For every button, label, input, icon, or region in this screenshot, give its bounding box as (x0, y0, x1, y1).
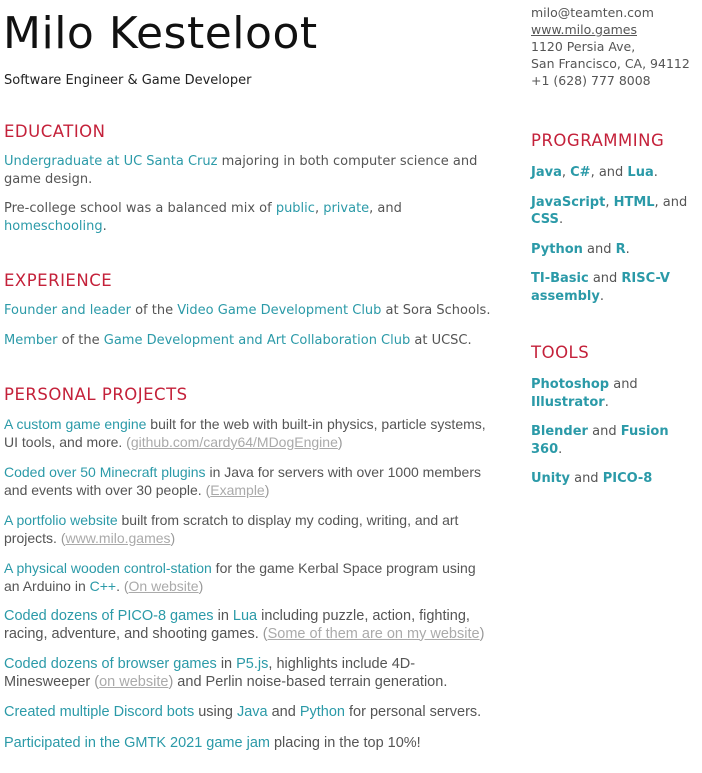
tool-illustrator: Illustrator (531, 394, 605, 410)
tool-pico8: PICO-8 (602, 471, 653, 486)
skill-row: JavaScript, HTML, and CSS. (531, 194, 688, 227)
skill-csharp: C# (570, 165, 591, 180)
gdac-link[interactable]: Game Development and Art Collaboration Club (103, 332, 411, 348)
java-link[interactable]: Java (236, 704, 268, 720)
person-name: Milo Kesteloot (3, 8, 318, 59)
project-item: Created multiple Discord bots using Java and Python for personal servers. (4, 704, 482, 720)
project-item: A physical wooden control-station for the game Kerbal Space program using an Arduino in C++. (On website) (4, 560, 476, 594)
programming-heading: PROGRAMMING (531, 131, 665, 150)
projects-section (4, 385, 494, 752)
experience-heading: EXPERIENCE (4, 271, 113, 290)
contact-address-line2: San Francisco, CA, 94112 (531, 56, 690, 71)
browser-games-link[interactable]: Coded dozens of browser games (4, 656, 217, 672)
skill-python: Python (531, 241, 583, 257)
project-item: A portfolio website built from scratch to display my coding, writing, and art projects. (www.milo.games) (4, 512, 459, 546)
project-item: Coded over 50 Minecraft plugins in Java for servers with over 1000 members and events with over 30 people. (Example) (4, 464, 482, 498)
left-column (4, 122, 494, 765)
milo-games-link[interactable]: www.milo.games (65, 529, 171, 546)
tool-row: Blender and Fusion 360. (531, 424, 669, 457)
on-website-link[interactable]: On website (128, 577, 199, 594)
right-column (531, 131, 701, 500)
p5js-link[interactable]: P5.js (236, 656, 269, 672)
cpp-link[interactable]: C++ (89, 577, 117, 594)
ucsc-link[interactable]: Undergraduate at UC Santa Cruz (4, 154, 218, 169)
tools-heading: TOOLS (531, 343, 590, 362)
tool-blender: Blender (531, 424, 588, 439)
project-item: Participated in the GMTK 2021 game jam placing in the top 10%! (4, 734, 421, 751)
project-item: Coded dozens of PICO-8 games in Lua including puzzle, action, fighting, racing, adventure, and shooting games. (Some of them are on my website) (4, 608, 485, 642)
tool-photoshop: Photoshop (531, 377, 610, 392)
project-item: Coded dozens of browser games in P5.js, highlights include 4D-Minesweeper (on website) and Perlin noise-based terrain generation. (4, 656, 448, 690)
vgdc-link[interactable]: Video Game Development Club (177, 303, 382, 318)
tools-section (531, 343, 701, 488)
portfolio-link[interactable]: A portfolio website (4, 512, 118, 528)
skill-r: R (615, 241, 626, 257)
control-station-link[interactable]: A physical wooden control-station (4, 560, 212, 576)
skill-lua: Lua (627, 165, 654, 180)
job-title: Software Engineer & Game Developer (4, 73, 252, 88)
project-item: A custom game engine built for the web with built-in physics, particle systems, UI tools, and more. (github.com/cardy64/MDogEngine) (4, 416, 486, 450)
skill-html: HTML (613, 194, 655, 210)
tool-unity: Unity (531, 471, 570, 486)
pico8-games-link[interactable]: Coded dozens of PICO-8 games (4, 608, 214, 624)
game-engine-link[interactable]: A custom game engine (4, 416, 147, 432)
skill-ti-basic: TI-Basic (531, 271, 589, 286)
homeschooling-link[interactable]: homeschooling (4, 218, 103, 234)
skill-risc-v: RISC-V assembly (531, 271, 670, 304)
private-link[interactable]: private (323, 201, 370, 216)
contact-website-link[interactable]: www.milo.games (531, 22, 637, 37)
education-section (4, 122, 494, 235)
experience-item: Member of the Game Development and Art Collaboration Club at UCSC. (4, 332, 472, 348)
skill-css: CSS (531, 212, 559, 227)
founder-link[interactable]: Founder and leader (4, 303, 131, 318)
gmtk-link[interactable]: Participated in the GMTK 2021 game jam (4, 734, 270, 751)
tool-fusion: Fusion 360 (531, 424, 669, 457)
python-link[interactable]: Python (299, 704, 345, 720)
some-on-website-link[interactable]: Some of them are on my website (267, 625, 480, 642)
minesweeper-website-link[interactable]: on website (99, 673, 169, 690)
projects-heading: PERSONAL PROJECTS (4, 385, 188, 404)
public-link[interactable]: public (275, 201, 315, 216)
example-link[interactable]: Example (210, 481, 265, 498)
skill-row: Java, C#, and Lua. (531, 165, 658, 180)
skill-row: TI-Basic and RISC-V assembly. (531, 271, 670, 304)
minecraft-plugins-link[interactable]: Coded over 50 Minecraft plugins (4, 464, 206, 480)
contact-phone: +1 (628) 777 8008 (531, 73, 651, 88)
education-item: Pre-college school was a balanced mix of public, private, and homeschooling. (4, 201, 402, 234)
contact-block (531, 4, 690, 89)
programming-section (531, 131, 701, 305)
skill-javascript: JavaScript (531, 194, 606, 210)
skill-java: Java (531, 165, 562, 180)
tool-row: Photoshop and Illustrator. (531, 377, 638, 410)
experience-item: Founder and leader of the Video Game Development Club at Sora Schools. (4, 303, 491, 318)
contact-address-line1: 1120 Persia Ave, (531, 39, 636, 54)
education-heading: EDUCATION (4, 122, 106, 141)
contact-email[interactable]: milo@teamten.com (531, 5, 654, 20)
lua-link[interactable]: Lua (232, 608, 258, 624)
experience-section (4, 271, 494, 349)
tool-row: Unity and PICO-8 (531, 471, 653, 486)
education-item: Undergraduate at UC Santa Cruz majoring in both computer science and game design. (4, 154, 478, 187)
member-link[interactable]: Member (4, 332, 58, 348)
skill-row: Python and R. (531, 241, 630, 257)
discord-bots-link[interactable]: Created multiple Discord bots (4, 704, 195, 720)
github-link[interactable]: github.com/cardy64/MDogEngine (130, 433, 338, 450)
